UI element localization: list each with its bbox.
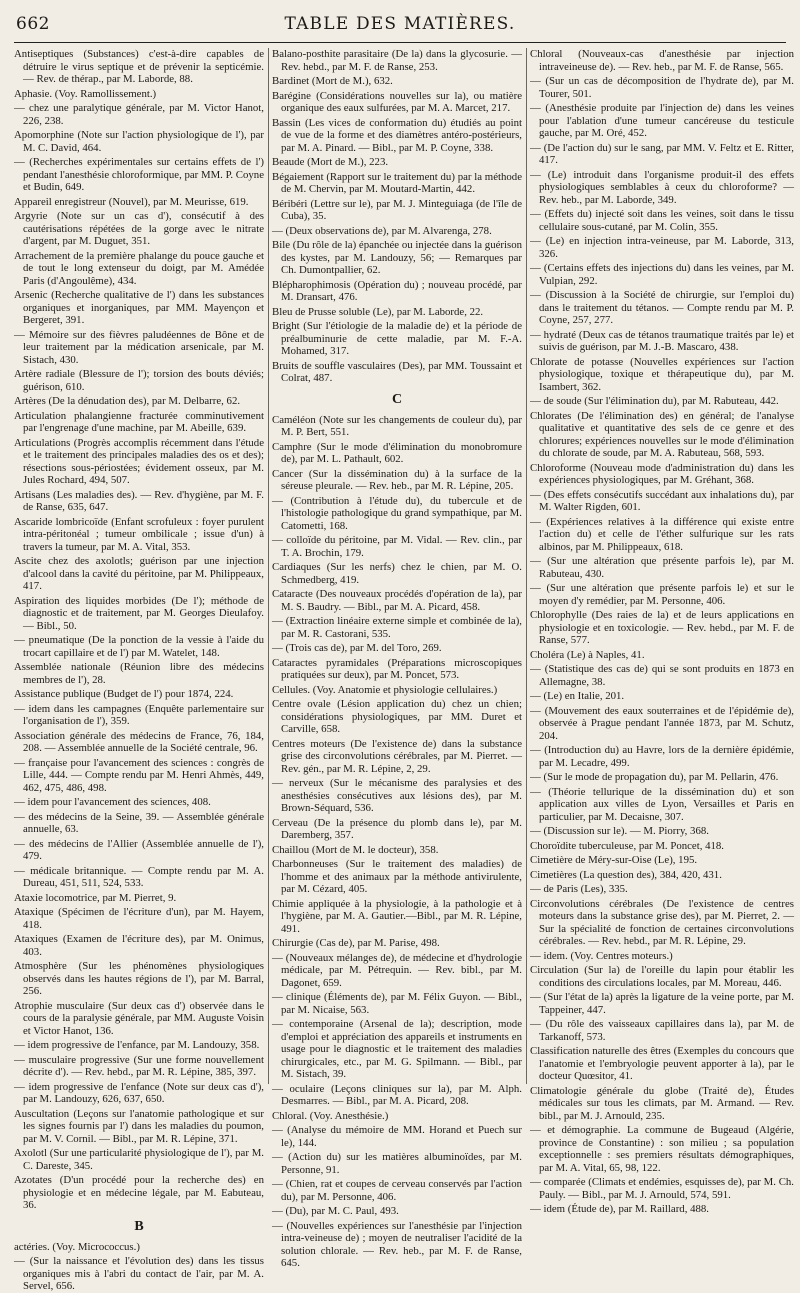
index-entry: Chimie appliquée à la physiologie, à la pathologie et à l'hygiène, par M. A. Gautier.—Bibl., par M. R. Lépine, 491. [272,897,522,935]
index-entry: Cimetières (La question des), 384, 420, 431. [530,868,722,881]
index-entry: — (Expériences relatives à la différence qui existe entre l'action du) et celle de l'éther sulfurique sur les rats albinos, par M. Philippeaux, 618. [530,515,794,553]
index-entry: Choroïdite tuberculeuse, par M. Poncet, 418. [530,839,725,852]
index-column-2 [272,48,522,1269]
index-entry: — (Nouveaux mélanges de), de médecine et d'hydrologie médicale, par M. Pétrequin. — Rev. bibl., par M. Dagonet, 659. [272,951,522,989]
index-entry: Antiseptiques (Substances) c'est-à-dire capables de détruire le virus septique et de prévenir la septicémie. — Rev. de thérap., par M. Laborde, 88. [14,48,264,85]
index-entry: Chlorate de potasse (Nouvelles expériences sur l'action physiologique, toxique et thérapeutique du), par M. Isambert, 362. [530,355,794,393]
index-entry: — (Contribution à l'étude du), du tubercule et de l'histologie pathologique du grand sympathique, par M. Catometti, 168. [272,494,522,532]
index-entry: actéries. (Voy. Micrococcus.) [14,1240,140,1253]
index-entry: — (Anesthésie produite par l'injection de) dans les veines pour l'ablation d'une tumeur cancéreuse du testicule gauche, par M. Oré, 452. [530,102,794,139]
index-entry: Ataxie locomotrice, par M. Pierret, 9. [14,891,177,904]
index-entry: Articulations (Progrès accomplis récemment dans l'étude et le traitement des principales maladies des os et des); résections sous-périostées; évidement osseux, par M. Jules Rochard, 494, 507. [14,436,264,486]
index-entry: — et démographie. La commune de Bugeaud (Algérie, province de Constantine) : son milieu ; sa population exceptionnelle : ses premiers résultats démographiques, par M. A. Vital, 65, 98, 122. [530,1124,794,1174]
index-entry: Choléra (Le) à Naples, 41. [530,648,645,661]
index-entry: Cataracte (Des nouveaux procédés d'opération de la), par M. S. Baudry. — Bibl., par M. A. Picard, 458. [272,588,522,613]
index-entry: Camphre (Sur le mode d'élimination du monobromure de), par M. L. Pathault, 602. [272,440,522,465]
index-entry: Cardiaques (Sur les nerfs) chez le chien, par M. O. Schmedberg, 419. [272,561,522,586]
index-entry: Barégine (Considérations nouvelles sur la), ou matière organique des eaux sulfurées, par M. A. Marcet, 217. [272,89,522,114]
index-entry: Assemblée nationale (Réunion libre des médecins membres de l'), 28. [14,661,264,686]
index-entry: Circonvolutions cérébrales (De l'existence de centres moteurs dans la substance grise des), par M. Pierret, 2. — Sur la spécialité de fonction de certaines circonvolutions cérébrales. — Rev. hebd., par M. R. Lépine, 29. [530,897,794,947]
index-entry: Bright (Sur l'étiologie de la maladie de) et la période de préalbuminurie de cette maladie, par M. F.-A. Mohamed, 317. [272,320,522,357]
index-entry: — idem progressive de l'enfance (Note sur deux cas d'), par M. Landouzy, 626, 637, 650. [14,1080,264,1105]
index-entry: — (Le) en Italie, 201. [530,690,625,702]
index-entry: — (Des effets consécutifs succédant aux inhalations du), par M. Walter Rigden, 601. [530,488,794,513]
index-entry: — comparée (Climats et endémies, esquisses de), par M. Ch. Pauly. — Bibl., par M. J. Arnould, 574, 591. [530,1176,794,1201]
index-entry: Centre ovale (Lésion application du) chez un chien; considérations physiologiques, par MM. Duret et Carville, 658. [272,698,522,735]
index-entry: — (Discussion sur le). — M. Piorry, 368. [530,825,709,837]
index-entry: — (Chien, rat et coupes de cerveau conservés par l'action du), par M. Personne, 406. [272,1178,522,1203]
index-entry: — (Effets du) injecté soit dans les veines, soit dans le tissu cellulaire sous-cutané, par M. Colin, 355. [530,208,794,233]
index-entry: Bruits de souffle vasculaires (Des), par MM. Toussaint et Colrat, 487. [272,359,522,384]
index-entry: Balano-posthite parasitaire (De la) dans la glycosurie. — Rev. hebd., par M. F. de Ranse, 253. [272,48,522,73]
index-entry: — (De l'action du) sur le sang, par MM. V. Feltz et E. Ritter, 417. [530,141,794,166]
index-entry: — (Discussion à la Société de chirurgie, sur l'emploi du) dans le traitement du tétanos. — Compte rendu par M. P. Coyne, 257, 277. [530,289,794,326]
index-entry: Apomorphine (Note sur l'action physiologique de l'), par M. C. David, 464. [14,129,264,154]
index-entry: Bleu de Prusse soluble (Le), par M. Laborde, 22. [272,305,484,318]
index-entry: Auscultation (Leçons sur l'anatomie pathologique et sur les signes fournis par l') dans les maladies du poumon, par M. V. Cornil. — Bibl., par M. R. Lépine, 371. [14,1107,264,1145]
page-number: 662 [16,14,50,34]
page-header [14,14,786,43]
index-entry: Association générale des médecins de France, 76, 184, 208. — Assemblée annuelle de la Société centrale, 96. [14,729,264,754]
index-entry: Circulation (Sur la) de l'oreille du lapin pour établir les conditions des circulations locales, par M. Moreau, 446. [530,964,794,989]
index-entry: — (Statistique des cas de) qui se sont produits en 1873 en Allemagne, 38. [530,663,794,688]
index-entry: — médicale britannique. — Compte rendu par M. A. Dureau, 451, 511, 524, 533. [14,864,264,889]
index-entry: Atrophie musculaire (Sur deux cas d') observée dans le cours de la paralysie générale, par MM. Auguste Voisin et Victor Hanot, 136. [14,999,264,1037]
index-entry: — (Trois cas de), par M. del Toro, 269. [272,642,442,654]
index-entry: Artère radiale (Blessure de l'); torsion des bouts déviés; guérison, 610. [14,368,264,393]
index-entry: Ataxiques (Examen de l'écriture des), par M. Onimus, 403. [14,933,264,958]
index-column-1 [14,48,264,1292]
index-entry: Argyrie (Note sur un cas d'), consécutif à des cautérisations répétées de la gorge avec le nitrate d'argent, par M. Duguet, 351. [14,210,264,247]
index-entry: — idem (Étude de), par M. Raillard, 488. [530,1203,710,1215]
index-entry: — (Deux observations de), par M. Alvarenga, 278. [272,224,492,237]
index-entry: — pneumatique (De la ponction de la vessie à l'aide du trocart capillaire et de l') par M. Watelet, 148. [14,634,264,659]
index-entry: — idem dans les campagnes (Enquête parlementaire sur l'organisation de l'), 359. [14,702,264,727]
index-entry: — hydraté (Deux cas de tétanos traumatique traités par le) et suivis de guérison, par M. J.-B. Mascaro, 438. [530,328,794,353]
index-entry: Bardinet (Mort de M.), 632. [272,75,393,87]
index-entry: Climatologie générale du globe (Traité de), Études médicales sur tous les climats, par M. Armand. — Rev. bibl., par M. J. Arnould, 235. [530,1084,794,1122]
index-entry: Arrachement de la première phalange du pouce gauche et de tout le long extenseur du doigt, par M. Amédée Paris (d'Angoulême), 434. [14,249,264,287]
index-entry: Azotates (D'un procédé pour la recherche des) en physiologie et en médecine légale, par M. Eabuteau, 36. [14,1174,264,1211]
index-entry: — (Du rôle des vaisseaux capillaires dans la), par M. de Tarkanoff, 573. [530,1018,794,1043]
index-column-3 [530,48,794,1215]
index-entry: — idem. (Voy. Centres moteurs.) [530,949,673,962]
section-letter: C [391,391,403,407]
running-title: TABLE DES MATIÈRES. [284,14,516,34]
index-entry: — (Sur la naissance et l'évolution des) dans les tissus organiques mis à l'abri du contact de l'air, par M. A. Servel, 656. [14,1255,264,1292]
index-entry: Articulation phalangienne fracturée comminutivement par l'engrenage d'une machine, par M. Abeille, 639. [14,409,264,434]
index-entry: — (Le) introduit dans l'organisme produit-il des effets physiologiques semblables à ceux du chloroforme? — Rev. heb., par M. Laborde, 349. [530,168,794,206]
index-entry: — (Nouvelles expériences sur l'anesthésie par l'injection intra-veineuse de) ; moyen de neutraliser l'acidité de la solution chlorale. — Rev. heb., par M. F. de Ranse, 645. [272,1219,522,1269]
index-entry: Cellules. (Voy. Anatomie et physiologie cellulaires.) [272,683,498,696]
index-entry: — contemporaine (Arsenal de la); description, mode d'emploi et appréciation des appareils et instruments en usage pour le diagnostic et le traitement des maladies chirurgicales, etc., par M. G. Spilmann. — Bibl., par M. Sistach, 39. [272,1018,522,1080]
index-entry: Blépharophimosis (Opération du) ; nouveau procédé, par M. Dransart, 476. [272,278,522,303]
index-entry: Caméléon (Note sur les changements de couleur du), par M. P. Bert, 551. [272,413,522,438]
index-entry: — idem progressive de l'enfance, par M. Landouzy, 358. [14,1039,260,1051]
index-entry: — (Recherches expérimentales sur certains effets de l') pendant l'anesthésie chloroformique, par MM. P. Coyne et Budin, 649. [14,156,264,193]
index-entry: Bégaiement (Rapport sur le traitement du) par la méthode de M. Chervin, par M. Moutard-Martin, 442. [272,170,522,195]
index-entry: Chloral (Nouveaux-cas d'anesthésie par injection intraveineuse de). — Rev. heb., par M. F. de Ranse, 565. [530,48,794,73]
index-entry: Appareil enregistreur (Nouvel), par M. Meurisse, 619. [14,195,249,208]
index-entry: — (Du), par M. C. Paul, 493. [272,1205,399,1217]
index-entry: — des médecins de la Seine, 39. — Assemblée générale annuelle, 63. [14,810,264,835]
index-entry: Cimetière de Méry-sur-Oise (Le), 195. [530,854,698,866]
index-entry: Charbonneuses (Sur le traitement des maladies) de l'homme et des animaux par la méthode antivirulente, par M. Cézard, 405. [272,858,522,895]
index-entry: Chaillou (Mort de M. le docteur), 358. [272,843,439,856]
index-entry: Centres moteurs (De l'existence de) dans la substance grise des circonvolutions cérébrales, par M. Pierret. — Rev. gén., par M. R. Lépine, 2, 29. [272,737,522,775]
index-entry: — musculaire progressive (Sur une forme nouvellement décrite d'). — Rev. hebd., par M. R. Lépine, 385, 397. [14,1053,264,1078]
index-entry: Cancer (Sur la dissémination du) à la surface de la séreuse pleurale. — Rev. heb., par M. R. Lépine, 205. [272,467,522,492]
index-entry: — (Le) en injection intra-veineuse, par M. Laborde, 313, 326. [530,235,794,260]
index-entry: Cerveau (De la présence du plomb dans le), par M. Daremberg, 357. [272,816,522,841]
index-entry: — (Action du) sur les matières albuminoïdes, par M. Personne, 91. [272,1151,522,1176]
index-entry: Chirurgie (Cas de), par M. Parise, 498. [272,937,440,949]
index-entry: Axolotl (Sur une particularité physiologique de l'), par M. C. Dareste, 345. [14,1147,264,1172]
section-letter: B [134,1218,144,1234]
index-entry: — (Mouvement des eaux souterraines et de l'épidémie de), observée à Prague pendant l'année 1873, par M. Schutz, 204. [530,704,794,742]
index-entry: Bassin (Les vices de conformation du) étudiés au point de vue de la forme et des diamètres antéro-postérieurs, par M. A. Pinard. — Bibl., par M. P. Coyne, 338. [272,116,522,154]
index-entry: — idem pour l'avancement des sciences, 408. [14,796,211,808]
index-entry: Ascite chez des axolotls; guérison par une injection d'alcool dans la cavité du péritoine, par M. Philippeaux, 417. [14,555,264,592]
index-entry: — nerveux (Sur le mécanisme des paralysies et des anesthésies consécutives aux lésions des), par M. Brown-Séquard, 536. [272,777,522,814]
index-entry: Chloral. (Voy. Anesthésie.) [272,1109,389,1122]
index-entry: — (Théorie tellurique de la dissémination du) et son application aux villes de Lyon, Versailles et Paris en particulier, par M. Decaisne, 307. [530,785,794,823]
index-entry: Atmosphère (Sur les phénomènes physiologiques observés dans les hautes régions de l'), par M. Barral, 256. [14,960,264,997]
index-entry: Béribéri (Lettre sur le), par M. J. Minteguiaga (de l'île de Cuba), 35. [272,197,522,222]
index-entry: — colloïde du péritoine, par M. Vidal. — Rev. clin., par T. A. Brochin, 179. [272,534,522,559]
index-entry: — (Sur le mode de propagation du), par M. Pellarin, 476. [530,771,779,783]
index-entry: — de Paris (Les), 335. [530,883,628,895]
index-entry: — de soude (Sur l'élimination du), par M. Rabuteau, 442. [530,395,779,407]
index-entry: Arsenic (Recherche qualitative de l') dans les substances organiques et inorganiques, par MM. Mayençon et Bergeret, 391. [14,289,264,326]
index-entry: Classification naturelle des êtres (Exemples du concours que l'anatomie et l'embryologie peuvent apporter à la), par le docteur Quœsitor, 41. [530,1045,794,1082]
index-columns [14,48,794,1292]
index-entry: — (Certains effets des injections du) dans les veines, par M. Vulpian, 292. [530,262,794,287]
index-entry: — (Sur une altération que présente parfois le) et sur le moyen d'y remédier, par M. Personne, 406. [530,582,794,607]
index-entry: — (Analyse du mémoire de MM. Horand et Puech sur le), 144. [272,1124,522,1149]
index-entry: — (Sur une altération que présente parfois le), par M. Rabuteau, 430. [530,555,794,580]
index-entry: — chez une paralytique générale, par M. Victor Hanot, 226, 238. [14,102,264,127]
index-entry: — (Extraction linéaire externe simple et combinée de la), par M. R. Castorani, 535. [272,615,522,640]
index-entry: Cataractes pyramidales (Préparations microscopiques pratiquées sur deux), par M. Poncet, 573. [272,656,522,681]
index-entry: Chlorates (De l'élimination des) en général; de l'analyse qualitative et quantitative des sels de ce genre et des chlorures; expériences nouvelles sur le mode d'élimination du chlorate de soude, par M. A. Rabuteau, 568, 593. [530,409,794,459]
index-entry: Artères (De la dénudation des), par M. Delbarre, 62. [14,395,241,407]
index-entry: Aspiration des liquides morbides (De l'); méthode de diagnostic et de traitement, par M. Georges Dieulafoy. — Bibl., 50. [14,594,264,632]
index-entry: Assistance publique (Budget de l') pour 1874, 224. [14,688,234,700]
index-entry: — oculaire (Leçons cliniques sur la), par M. Alph. Desmarres. — Bibl., par M. A. Picard, 208. [272,1082,522,1107]
index-entry: Aphasie. (Voy. Ramollissement.) [14,87,157,100]
index-entry: — (Introduction du) au Havre, lors de la dernière épidémie, par M. Lecadre, 499. [530,744,794,769]
index-entry: Artisans (Les maladies des). — Rev. d'hygiène, par M. F. de Ranse, 635, 647. [14,488,264,513]
index-entry: Ataxique (Spécimen de l'écriture d'un), par M. Hayem, 418. [14,906,264,931]
index-entry: Beaude (Mort de M.), 223. [272,156,389,168]
index-entry: — (Sur l'état de la) après la ligature de la veine porte, par M. Tappeiner, 447. [530,991,794,1016]
index-entry: — française pour l'avancement des sciences : congrès de Lille, 444. — Compte rendu par M. Henri Ahmès, 449, 462, 475, 486, 498. [14,756,264,794]
index-entry: Ascaride lombricoïde (Enfant scrofuleux : foyer purulent intra-péritonéal ; tumeur ombilicale ; issue d'un) à travers la tumeur, par M. A. Vital, 353. [14,515,264,553]
index-entry: Bile (Du rôle de la) épanchée ou injectée dans la guérison des kystes, par M. Landouzy, 56; — Remarques par Ch. Dumontpallier, 62. [272,239,522,276]
index-entry: Chloroforme (Nouveau mode d'administration du) dans les expériences physiologiques, par M. Gréhant, 368. [530,461,794,486]
index-entry: — des médecins de l'Allier (Assemblée annuelle de l'), 479. [14,837,264,862]
index-entry: — Mémoire sur des fièvres paludéennes de Bône et de leur traitement par la médication arsenicale, par M. Sistach, 430. [14,328,264,366]
index-entry: — (Sur un cas de décomposition de l'hydrate de), par M. Tourer, 501. [530,75,794,100]
index-entry: — clinique (Éléments de), par M. Félix Guyon. — Bibl., par M. Nicaise, 563. [272,991,522,1016]
index-entry: Chlorophylle (Des raies de la) et de leurs applications en physiologie et en toxicologie. — Rev. hebd., par M. F. de Ranse, 577. [530,609,794,646]
